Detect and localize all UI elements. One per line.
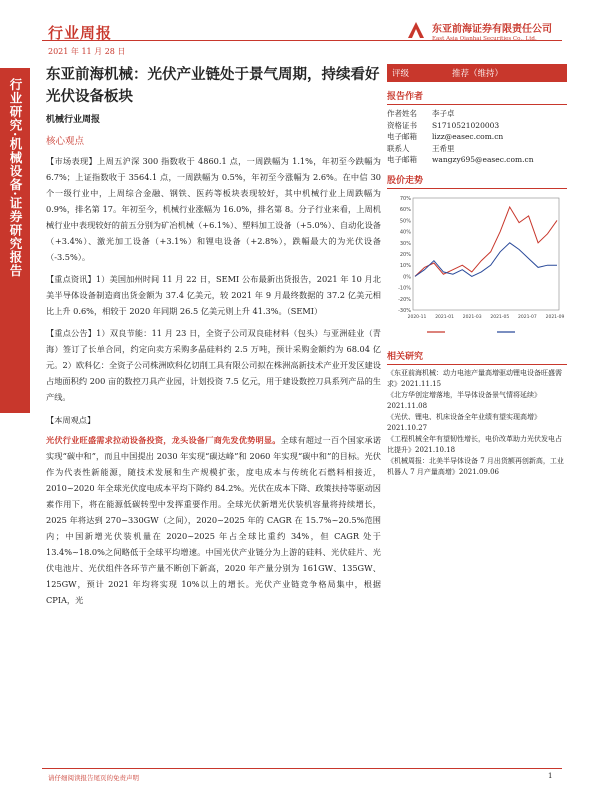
report-title: 东亚前海机械：光伏产业链处于景气周期，持续看好光伏设备板块 xyxy=(46,66,380,105)
analyst-row xyxy=(387,108,567,120)
weekly-view-label: 【本周观点】 xyxy=(46,415,96,425)
x-tick-label: 2021-07 xyxy=(517,314,537,320)
y-tick-label: 20% xyxy=(399,251,411,258)
analyst-heading: 报告作者 xyxy=(387,89,567,105)
analyst-list xyxy=(387,108,567,166)
rating-label: 评级 xyxy=(392,69,410,79)
weekly-view-body: 全球有超过一百个国家承诺实现“碳中和”，而且中国提出 2030 年实现“碳达峰”和 2060 年实现“碳中和”的目标。光伏作为代表性新能源，随技术发展和生产规模扩张，度电成本与传统化石燃料相接近，2010~2020 年全球光伏度电成本平均下降约 84.2%。光伏在成本下降、政策扶持等驱动因素作用下，将在能源低碳转型中发挥重要作用。全球光伏新增光伏装机容量将持续增长，2025 年将达到 270~330GW（之间），2020~2025 年的 CAGR 在 15.7%~20.5%范围内；中国新增光伏装机量在 2020~2025 年占全球比重约 34%，但 CAGR 处于 13.4%~18.0%之间略低于全球平均增速。中国光伏产业链分为上游的硅料、光伏硅片、光伏电池片、光伏组件各环节产量不断创下新高，2020 年产量分别为 161GW、135GW、125GW，预计 2021 年均将实现 10%以上的增长。光伏产业链竞争格局集中，根据 CPIA，光 xyxy=(46,435,381,605)
core-views-label: 核心观点 xyxy=(46,136,85,147)
research-item[interactable]: 《工程机械全年有望韧性增长，电价改革助力光伏发电占比提升》2021.10.18 xyxy=(387,434,562,454)
sidebar-text: 行业研究·机械设备·证券研究报告 xyxy=(8,78,23,278)
x-tick-label: 2021-03 xyxy=(462,314,482,320)
rating-bar xyxy=(387,64,567,82)
company-logo xyxy=(405,20,552,42)
analyst-key: 电子邮箱 xyxy=(387,132,417,141)
y-tick-label: -10% xyxy=(398,285,411,292)
price-trend-svg xyxy=(387,192,567,342)
report-subtitle: 机械行业周报 xyxy=(46,115,101,125)
report-date: 2021 年 11 月 28 日 xyxy=(48,47,126,56)
y-tick-label: 0% xyxy=(403,273,411,280)
analyst-row xyxy=(387,120,567,132)
header-title: 行业周报 xyxy=(48,24,113,42)
x-tick-label: 2020-11 xyxy=(407,314,427,320)
analyst-email[interactable]: wangzy695@easec.com.cn xyxy=(432,155,534,164)
y-tick-label: 40% xyxy=(399,229,411,236)
research-list xyxy=(387,368,567,478)
news-paragraph: 【重点资讯】1）美国加州时间 11 月 22 日，SEMI 公布最新出货报告，2021 年 10 月北美半导体设备制造商出货金额为 37.4 亿美元，较 2021 年 9 月最终数据的 37.2 亿美元相比上升 0.6%，相较于 2020 年同期 26.5 亿美元则上升 41.3%。（SEMI） xyxy=(46,274,381,316)
chart-frame xyxy=(413,198,559,310)
rating-value: 推荐（维持） xyxy=(452,69,504,79)
analyst-key: 资格证书 xyxy=(387,120,417,130)
x-tick-label: 2021-01 xyxy=(435,314,455,320)
main-content xyxy=(46,64,381,608)
research-item[interactable]: 《东亚前海机械：动力电池产量高增驱动锂电设备旺盛需求》2021.11.15 xyxy=(387,368,562,388)
series-line-1 xyxy=(415,242,557,276)
price-trend-heading: 股价走势 xyxy=(387,173,567,189)
analyst-key: 电子邮箱 xyxy=(387,155,417,164)
market-paragraph: 【市场表现】上周五沪深 300 指数收于 4860.1 点，一周跌幅为 1.1%，年初至今跌幅为 6.7%；上证指数收于 3564.1 点，一周跌幅为 0.5%，年初至今涨幅为 2.6%。在中信 30 个一级行业中，上周综合金融、钢铁、医药等板块表现较好，其中机械行业上周跌幅为 0.9%，排名第 17。年初至今，机械行业涨幅为 16.0%，排名第 8。分子行业来看，上周机械行业中表现较好的前五分别为矿冶机械（+6.1%）、塑料加工设备（+5.0%）、自动化设备（+3.4%）、激光加工设备（+3.1%）和锂电设备（+2.8%），跌幅最大的为光伏设备（-3.5%）。 xyxy=(46,156,381,262)
series-line-0 xyxy=(415,207,557,276)
footer-line xyxy=(42,768,562,769)
y-tick-label: 70% xyxy=(399,195,411,202)
y-tick-label: 60% xyxy=(399,206,411,213)
analyst-row xyxy=(387,143,567,155)
y-tick-label: 10% xyxy=(399,262,411,269)
x-tick-label: 2021-05 xyxy=(490,314,510,320)
logo-en-text: East Asia Qianhai Securities Co., Ltd. xyxy=(432,36,537,42)
notice-paragraph: 【重点公告】1）双良节能：11 月 23 日，全资子公司双良硅材料（包头）与亚洲硅业（青海）签订了长单合同，约定向卖方采购多晶硅料约 2.5 万吨，预计采购金额约为 68.04 亿元。2）欧科亿：全资子公司株洲欧科亿切削工具有限公司拟在株洲高新技术产业开发区建设占地面积约 200 亩的数控刀具产业园，计划投资 7.5 亿元，用于建设数控刀具系列产品的生产线。 xyxy=(46,328,381,402)
research-item[interactable]: 《北方华创定增落地，半导体设备景气情将延续》2021.11.08 xyxy=(387,390,541,410)
related-research-heading: 相关研究 xyxy=(387,349,567,365)
research-item[interactable]: 《机械周报：北美半导体设备 7 月出货额再创新高，工业机器人 7 月产量高增》2021.09.06 xyxy=(387,456,564,476)
page-number: 1 xyxy=(548,772,553,780)
logo-cn-text: 东亚前海证券有限责任公司 xyxy=(432,24,552,35)
x-tick-label: 2021-09 xyxy=(545,314,565,320)
weekly-view-headline: 光伏行业旺盛需求拉动设备投资，龙头设备厂商先发优势明显。 xyxy=(46,435,281,445)
sidebar-banner xyxy=(0,68,30,413)
analyst-key: 联系人 xyxy=(387,143,410,153)
weekly-view-paragraph xyxy=(46,432,381,608)
y-tick-label: 50% xyxy=(399,217,411,224)
analyst-value: 王希里 xyxy=(432,143,455,153)
analyst-row xyxy=(387,154,567,166)
y-tick-label: -30% xyxy=(398,307,411,314)
y-tick-label: -20% xyxy=(398,296,411,303)
analyst-key: 作者姓名 xyxy=(387,109,417,118)
price-trend-chart xyxy=(387,192,567,342)
analyst-value: S1710521020003 xyxy=(432,120,500,130)
logo-mark-icon xyxy=(405,20,427,42)
footer-disclaimer: 请仔细阅读报告尾页的免责声明 xyxy=(48,774,139,782)
research-item[interactable]: 《光伏、锂电、机床设备全年业绩有望实现高增》2021.10.27 xyxy=(387,412,541,432)
y-tick-label: 30% xyxy=(399,240,411,247)
analyst-email[interactable]: lizz@easec.com.cn xyxy=(432,132,504,141)
right-column xyxy=(387,64,567,478)
analyst-row xyxy=(387,131,567,143)
analyst-value: 李子卓 xyxy=(432,109,455,118)
